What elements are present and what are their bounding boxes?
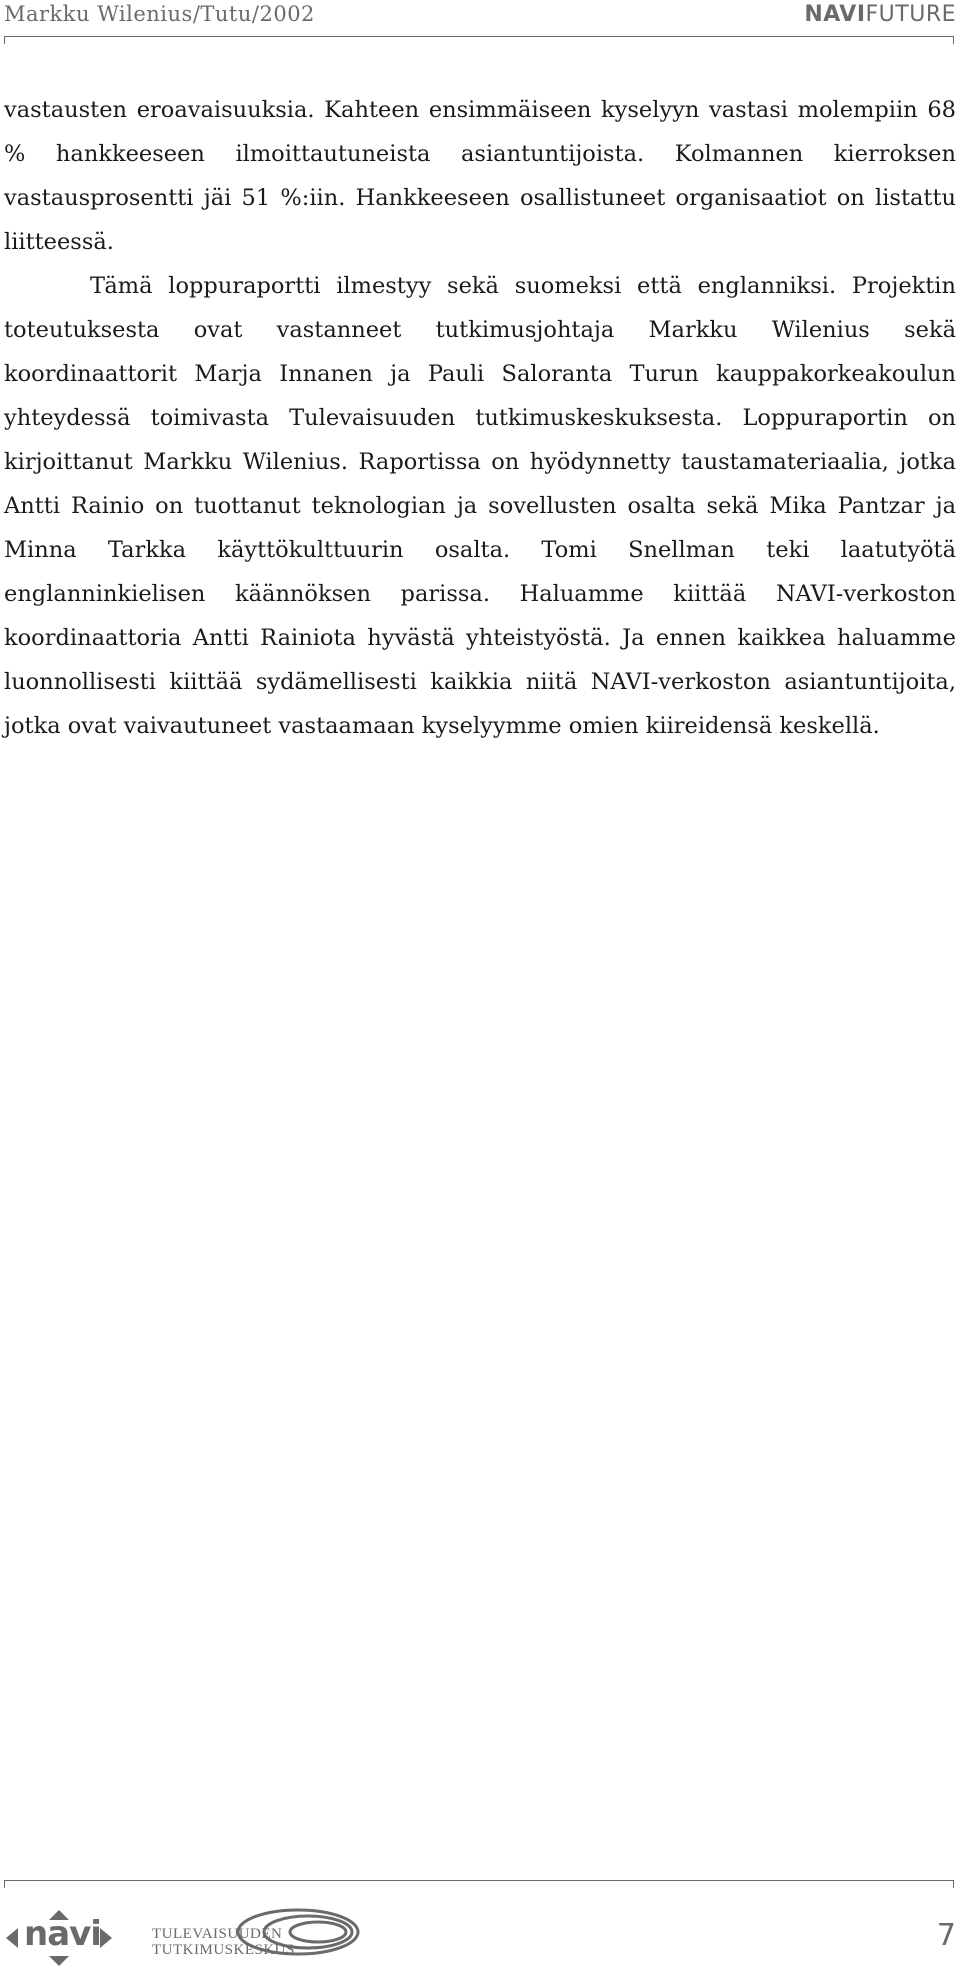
header-author: Markku Wilenius/Tutu/2002 — [4, 2, 315, 26]
brand-future: FUTURE — [865, 2, 956, 27]
page-number: 7 — [936, 1918, 956, 1953]
navi-logo-text: navi — [24, 1914, 101, 1954]
paragraph-1: vastausten eroavaisuuksia. Kahteen ensimmäiseen kyselyyn vastasi molempiin 68 % hankkeeseen ilmoittautuneista asiantuntijoista. Kolmannen kierroksen vastausprosentti jäi 51 %:iin. Hankkeeseen osallistuneet organisaatiot on listattu liitteessä. — [4, 97, 956, 255]
paragraph-2: Tämä loppuraportti ilmestyy sekä suomeksi että englanniksi. Projektin toteutuksesta ovat vastanneet tutkimusjohtaja Markku Wilenius sekä koordinaattorit Marja Innanen ja Pauli Saloranta Turun kauppakorkeakoulun yhteydessä toimivasta Tulevaisuuden tutkimuskeskuksesta. Loppuraportin on kirjoittanut Markku Wilenius. Raportissa on hyödynnetty taustamateriaalia, jotka Antti Rainio on tuottanut teknologian ja sovellusten osalta sekä Mika Pantzar ja Minna Tarkka käyttökulttuurin osalta. Tomi Snellman teki laatutyötä englanninkielisen käännöksen parissa. Haluamme kiittää NAVI-verkoston koordinaattoria Antti Rainiota hyvästä yhteistyöstä. Ja ennen kaikkea haluamme luonnollisesti kiittää sydämellisesti kaikkia niitä NAVI-verkoston asiantuntijoita, jotka ovat vaivautuneet vastaamaan kyselyymme omien kiireidensä keskellä. — [4, 273, 956, 739]
footer-rule — [4, 1880, 954, 1881]
logo-line-1: TULEVAISUUDEN — [152, 1926, 283, 1942]
logo-line-2: TUTKIMUSKESKUS — [152, 1942, 295, 1958]
tutkimuskeskus-logo — [148, 1904, 368, 1962]
navi-logo — [4, 1908, 114, 1966]
document-body — [4, 88, 956, 748]
brand-navi: NAVI — [804, 2, 866, 27]
page-footer — [0, 1888, 960, 1970]
header-rule — [4, 36, 954, 37]
header-brand-logo — [804, 2, 956, 27]
page-header — [0, 0, 960, 40]
